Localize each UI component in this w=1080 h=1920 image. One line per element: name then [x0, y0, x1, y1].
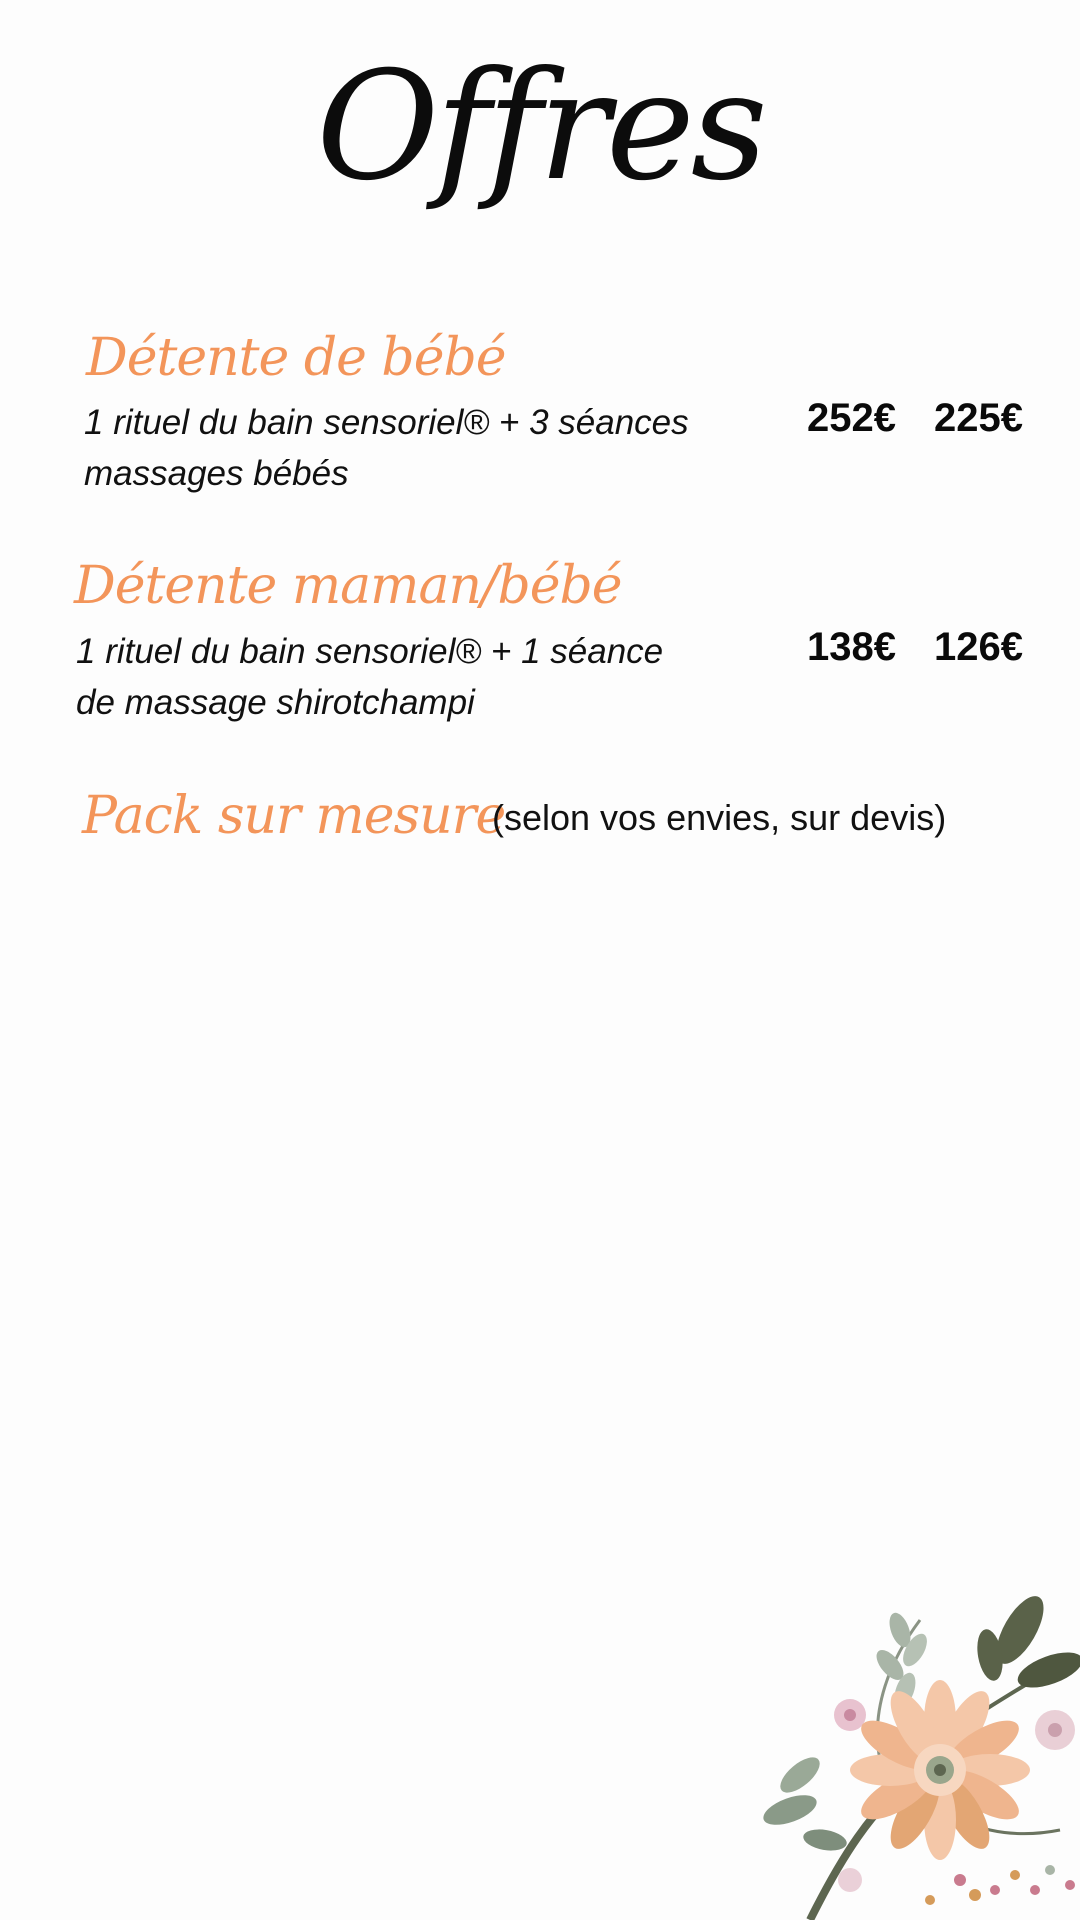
offer-title: Détente maman/bébé [74, 556, 622, 616]
offer-note: (selon vos envies, sur devis) [492, 797, 947, 838]
offer-description-line: de massage shirotchampi [76, 683, 475, 722]
flower-bouquet-icon [750, 1590, 1080, 1920]
offer-description-line: 1 rituel du bain sensoriel® + 3 séances [84, 403, 689, 442]
page-title: Offres [316, 40, 764, 214]
price-offer: 225€ [934, 396, 1023, 440]
offer-description-line: 1 rituel du bain sensoriel® + 1 séance [76, 632, 664, 671]
price-regular: 138€ [807, 625, 896, 669]
price-offer: 126€ [934, 625, 1023, 669]
offer-title: Pack sur mesure [82, 786, 506, 846]
offer-description [84, 397, 784, 499]
offer-title: Détente de bébé [86, 328, 506, 388]
price-regular: 252€ [807, 396, 896, 440]
offer-description [76, 626, 776, 728]
offer-description-line: massages bébés [84, 454, 349, 493]
